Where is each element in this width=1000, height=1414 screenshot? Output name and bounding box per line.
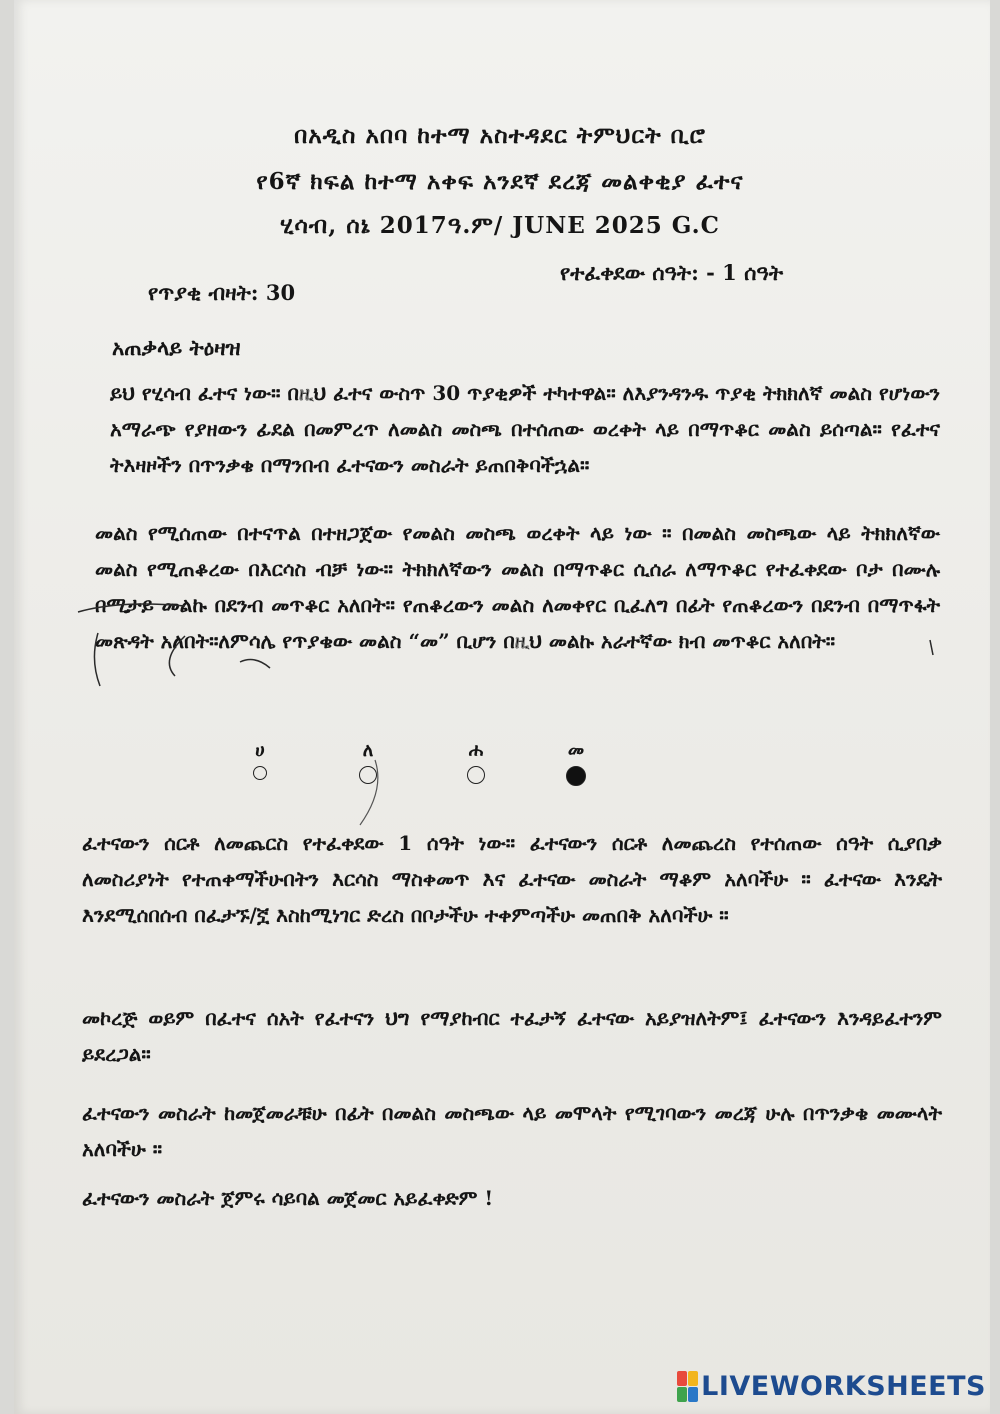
allowed-time: የተፈቀደው ሰዓት: - 1 ሰዓት [560,260,783,285]
example-option-4 [556,740,596,786]
instructions-title: አጠቃላይ ትዕዛዝ [112,335,241,360]
header-line-1: በአዲስ አበባ ከተማ አስተዳደር ትምህርት ቢሮ [294,122,706,149]
instruction-paragraph-3: ፈተናውን ሰርቶ ለመጨርስ የተፈቀደው 1 ሰዓት ነው። ፈተናውን ሰርቶ ለመጨረስ የተሰጠው ሰዓት ሲያበቃ ለመስሪያነት የተጠቀማችሁበትን እርሳስ ማስቀመጥ እና ፈተናው መስራት ማቆም አለባችሁ ። ፈተናው እንዴት እንደሚሰበሰብ በፈታኙ/ኟ እስከሚነገር ድረስ በቦታችሁ ተቀምጣችሁ መጠበቅ አለባችሁ ። [82,831,942,927]
watermark-text: LIVEWORKSHEETS [701,1370,986,1402]
answer-bubble [359,766,377,784]
option-letter: ለ [362,740,374,761]
option-letter: ሀ [255,740,265,761]
example-option-3 [456,740,496,784]
header-line-2: የ6ኛ ክፍል ከተማ አቀፍ አንደኛ ደረጃ መልቀቂያ ፈተና [256,168,744,195]
instruction-paragraph-2: መልስ የሚሰጠው በተናጥል በተዘጋጀው የመልስ መስጫ ወረቀት ላይ ነው ። በመልስ መስጫው ላይ ትክክለኛው መልስ የሚጠቆረው በእርሳስ ብቻ ነው። ትክክለኛውን መልስ በማጥቆር ሲሰራ ለማጥቆር የተፈቀደው ቦታ በሙሉ በሚታይ መልኩ በደንብ መጥቆር አለበት። የጠቆረውን መልስ ለመቀየር ቢፈለግ በፊት የጠቆረውን በደንብ በማጥፋት መጽዳት አለበት።ለምሳሌ የጥያቄው መልስ “መ” ቢሆን በዚህ መልኩ አራተኛው ክብ መጥቆር አለበት። [95,521,940,653]
instruction-paragraph-6: ፈተናውን መስራት ጀምሩ ሳይባል መጀመር አይፈቀድም ! [82,1186,494,1210]
answer-bubble [253,766,267,780]
option-letter: መ [567,740,585,761]
instruction-paragraph-5: ፈተናውን መስራት ከመጀመራቹሁ በፊት በመልስ መስጫው ላይ መሞላት የሚገባውን መረጃ ሁሉ በጥንቃቄ መሙላት አለባችሁ ። [82,1101,942,1161]
option-letter: ሐ [468,740,484,761]
liveworksheets-logo-icon [677,1371,697,1401]
example-option-2 [348,740,388,784]
question-count: የጥያቂ ብዛት: 30 [148,280,296,305]
answer-bubble [467,766,485,784]
example-option-1 [240,740,280,780]
answer-example [230,740,630,800]
header-line-3: ሂሳብ, ሰኔ 2017ዓ.ም/ JUNE 2025 G.C [280,212,720,239]
instruction-paragraph-4: መኮረጅ ወይም በፈተና ሰአት የፈተናን ህግ የማያከብር ተፈታኝ ፈተናው አይያዝለትም፤ ፈተናውን እንዳይፈተንም ይደረጋል። [82,1006,942,1066]
answer-bubble-filled [566,766,586,786]
liveworksheets-watermark [677,1368,986,1404]
instruction-paragraph-1: ይህ የሂሳብ ፈተና ነው። በዚህ ፈተና ውስጥ 30 ጥያቂዎች ተካተዋል። ለእያንዳንዱ ጥያቂ ትክክለኛ መልስ የሆነውን አማራጭ የያዘውን ፊደል በመምረጥ ለመልስ መስጫ በተሰጠው ወረቀት ላይ በማጥቆር መልስ ይሰጣል። የፈተና ትእዛዞችን በጥንቃቄ በማንበብ ፈተናውን መስራት ይጠበቅባችኋል። [110,381,940,477]
